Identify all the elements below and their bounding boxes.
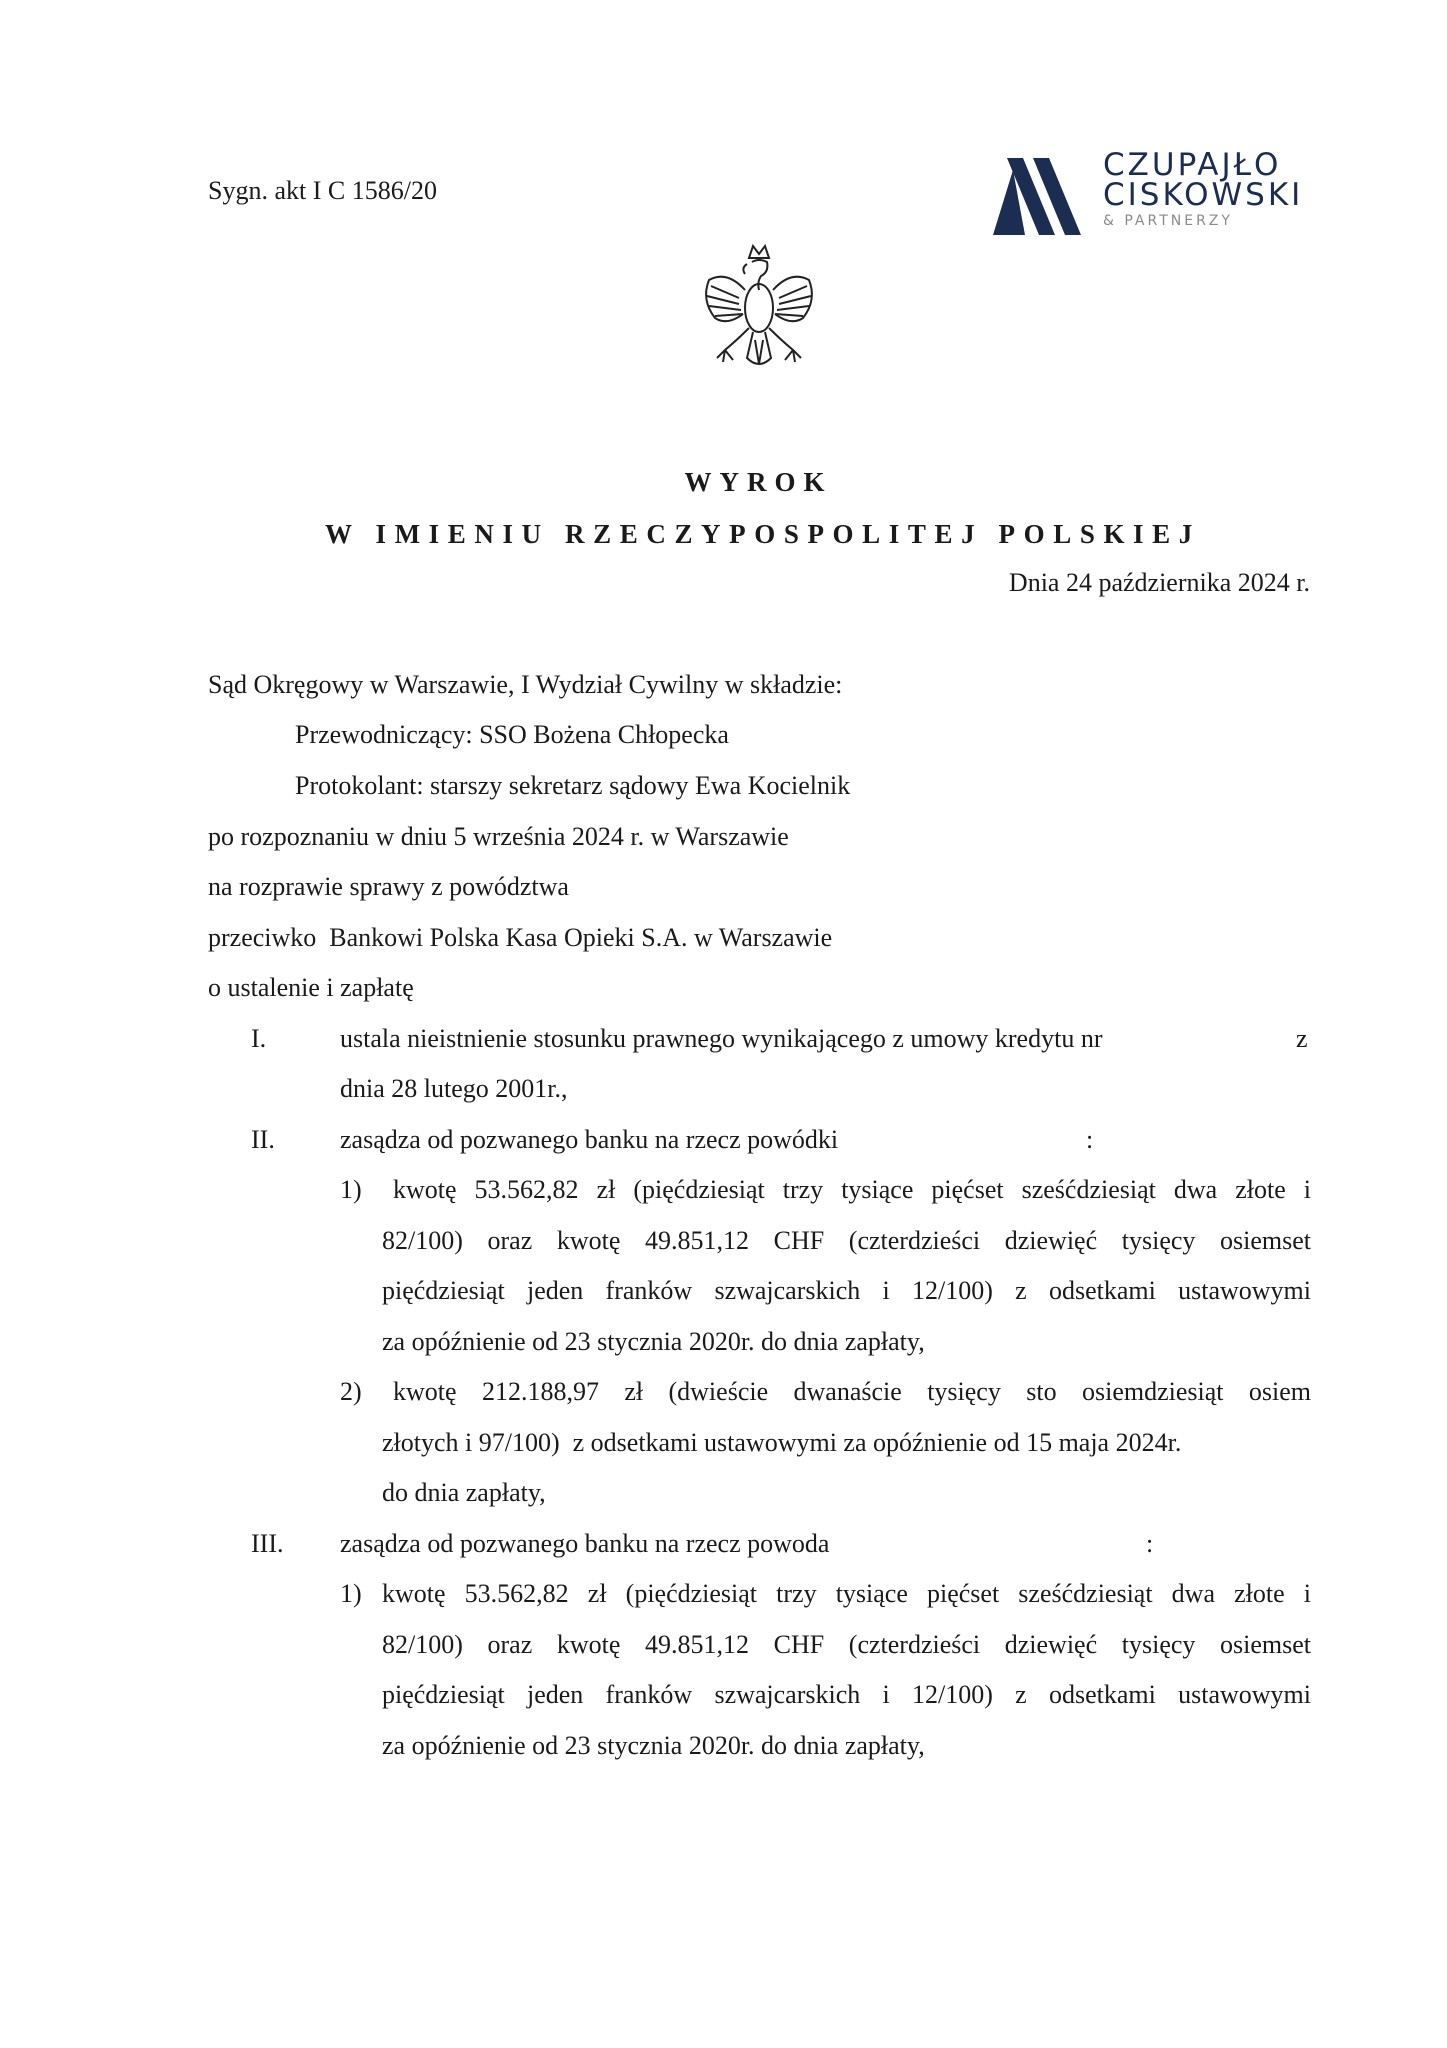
point-number: I. (251, 1024, 267, 1053)
verdict-subtitle: W IMIENIU RZECZYPOSPOLITEJ POLSKIEJ (325, 519, 1201, 549)
subitem-line: za opóźnienie od 23 stycznia 2020r. do dnia zapłaty, (382, 1327, 925, 1356)
court-clerk: Protokolant: starszy sekretarz sądowy Ewa Kocielnik (295, 771, 851, 800)
subitem-line: 82/100) oraz kwotę 49.851,12 CHF (czterdzieści dziewięć tysięcy osiemset (382, 1226, 1311, 1255)
polish-eagle-emblem-icon (697, 240, 822, 375)
presiding-judge: Przewodniczący: SSO Bożena Chłopecka (295, 720, 729, 749)
subitem-line: pięćdziesiąt jeden franków szwajcarskich i 12/100) z odsetkami ustawowymi (382, 1276, 1311, 1305)
case-signature: Sygn. akt I C 1586/20 (208, 176, 437, 205)
point-number: II. (251, 1125, 275, 1154)
point-text: dnia 28 lutego 2001r., (340, 1074, 568, 1103)
point-text: ustala nieistnienie stosunku prawnego wynikającego z umowy kredytu nr (340, 1024, 1103, 1053)
subitem-line: kwotę 53.562,82 zł (pięćdziesiąt trzy tysiące pięćset sześćdziesiąt dwa złote i (382, 1579, 1311, 1608)
subitem-line: kwotę 53.562,82 zł (pięćdziesiąt trzy tysiące pięćset sześćdziesiąt dwa złote i (393, 1175, 1311, 1204)
subitem-number: 1) (340, 1579, 362, 1608)
subitem-line: za opóźnienie od 23 stycznia 2020r. do dnia zapłaty, (382, 1731, 925, 1760)
point-text: zasądza od pozwanego banku na rzecz powoda (340, 1529, 830, 1558)
point-text-end: : (1146, 1529, 1154, 1558)
defendant: przeciwko Bankowi Polska Kasa Opieki S.A. w Warszawie (208, 923, 833, 952)
subitem-line: pięćdziesiąt jeden franków szwajcarskich i 12/100) z odsetkami ustawowymi (382, 1680, 1311, 1709)
trial-description: na rozprawie sprawy z powództwa (208, 872, 569, 901)
subitem-line: 82/100) oraz kwotę 49.851,12 CHF (czterdzieści dziewięć tysięcy osiemset (382, 1630, 1311, 1659)
law-firm-logo-icon (993, 150, 1103, 240)
point-number: III. (251, 1529, 284, 1558)
point-text-end: z (1296, 1024, 1308, 1053)
subitem-line: kwotę 212.188,97 zł (dwieście dwanaście tysięcy sto osiemdziesiąt osiem (393, 1377, 1311, 1406)
verdict-title: WYROK (684, 467, 833, 497)
point-text-end: : (1086, 1125, 1094, 1154)
subitem-line: do dnia zapłaty, (382, 1478, 546, 1507)
logo-line-2: CISKOWSKI (1103, 177, 1304, 213)
case-subject: o ustalenie i zapłatę (208, 973, 414, 1002)
verdict-date: Dnia 24 października 2024 r. (1008, 568, 1310, 597)
logo-line-3: & PARTNERZY (1103, 213, 1233, 229)
court-name: Sąd Okręgowy w Warszawie, I Wydział Cywilny w składzie: (208, 670, 843, 699)
subitem-line: złotych i 97/100) z odsetkami ustawowymi za opóźnienie od 15 maja 2024r. (382, 1428, 1182, 1457)
subitem-number: 1) (340, 1175, 362, 1204)
subitem-number: 2) (340, 1377, 362, 1406)
hearing-date: po rozpoznaniu w dniu 5 września 2024 r. w Warszawie (208, 822, 789, 851)
point-text: zasądza od pozwanego banku na rzecz powódki (340, 1125, 839, 1154)
logo-line-1: CZUPAJŁO (1103, 147, 1282, 183)
law-firm-logo-text (1103, 147, 1304, 230)
